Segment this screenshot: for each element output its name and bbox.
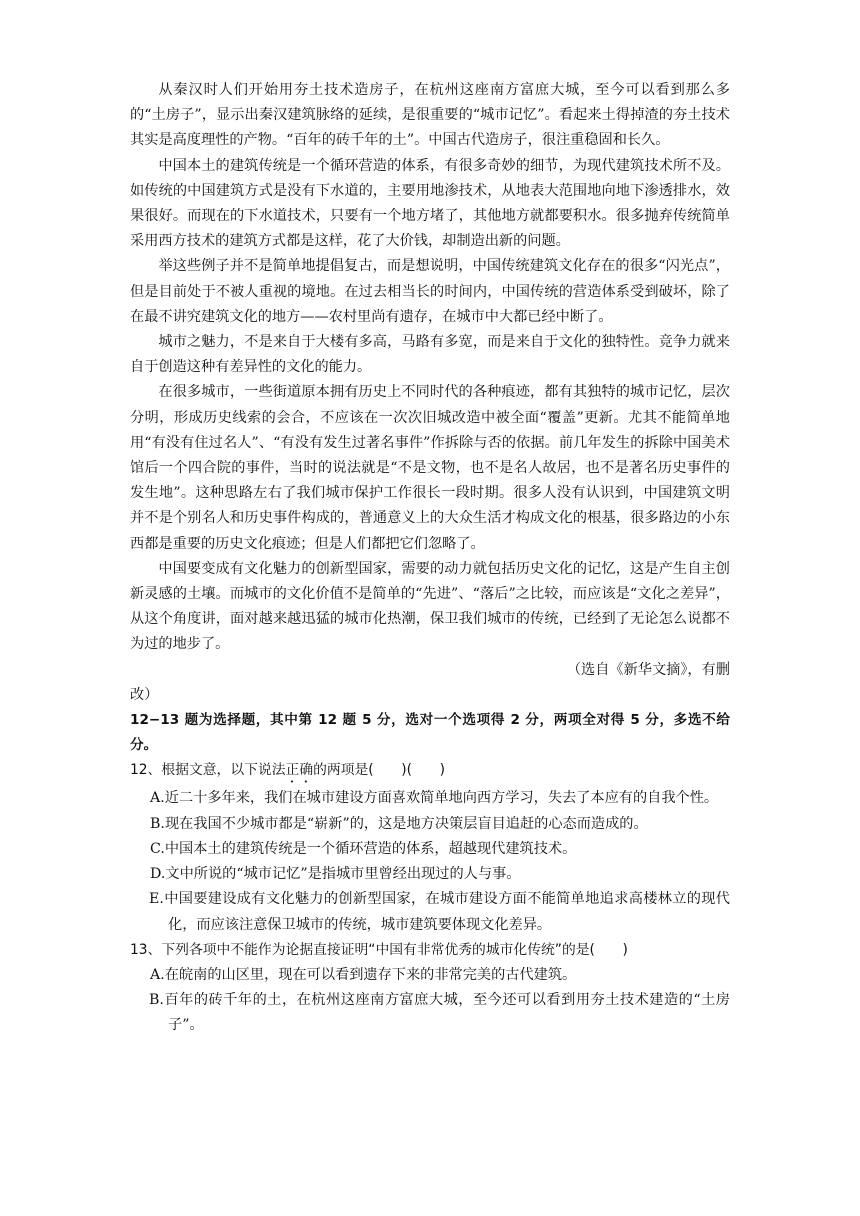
option-letter: B. [150, 815, 165, 832]
passage-paragraph-6: 中国要变成有文化魅力的创新型国家，需要的动力就包括历史文化的记忆，这是产生自主创新灵感的土壤。而城市的文化价值不是简单的“先进”、“落后”之比较，而应该是“文化之差异”，从这个角度讲，面对越来越迅猛的城市化热潮，保卫我们城市的传统，已经到了无论怎么说都不为过的地步了。 [130, 560, 730, 653]
option-letter: C. [150, 840, 165, 857]
option-text: 在皖南的山区里，现在可以看到遗存下来的非常完美的古代建筑。 [164, 966, 577, 983]
question-12-emphasis: 正确 [285, 762, 314, 779]
passage-paragraph-2: 中国本土的建筑传统是一个循环营造的体系，有很多奇妙的细节，为现代建筑技术所不及。如传统的中国建筑方式是没有下水道的，主要用地渗技术，从地表大范围地向地下渗透排水，效果很好。而现在的下水道技术，只要有一个地方堵了，其他地方就都要积水。很多抛弃传统简单采用西方技术的建筑方式都是这样，花了大价钱，却制造出新的问题。 [130, 157, 730, 250]
passage-source-tail: 改） [130, 686, 159, 703]
option-letter: E. [149, 891, 164, 908]
question-12-prefix: 12、根据文意，以下说法 [130, 762, 286, 779]
option-text: 中国本土的建筑传统是一个循环营造的体系，超越现代建筑技术。 [164, 840, 577, 857]
question-12-option-d [150, 862, 730, 887]
passage-paragraph-5: 在很多城市，一些街道原本拥有历史上不同时代的各种痕迹，都有其独特的城市记忆，层次分明，形成历史线索的会合，不应该在一次次旧城改造中被全面“覆盖”更新。尤其不能简单地用“有没有住过名人”、“有没有发生过著名事件”作拆除与否的依据。前几年发生的拆除中国美术馆后一个四合院的事件，当时的说法就是“不是文物，也不是名人故居，也不是著名历史事件的发生地”。这种思路左右了我们城市保护工作很长一段时期。很多人没有认识到，中国建筑文明并不是个别名人和历史事件构成的，普通意义上的大众生活才构成文化的根基，很多路边的小东西都是重要的历史文化痕迹；但是人们都把它们忽略了。 [130, 384, 730, 552]
question-instruction: 12−13 题为选择题，其中第 12 题 5 分，选对一个选项得 2 分，两项全对得 5 分，多选不给分。 [130, 712, 730, 754]
option-text: 中国要建设成有文化魅力的创新型国家，在城市建设方面不能简单地追求高楼林立的现代化，而应该注意保卫城市的传统，城市建筑要体现文化差异。 [163, 891, 730, 933]
option-text: 百年的砖千年的土，在杭州这座南方富庶大城，至今还可以看到用夯土技术建造的“土房子”。 [163, 992, 730, 1034]
question-13-option-b [130, 988, 730, 1038]
passage-source: （选自《新华文摘》，有删 [566, 661, 730, 678]
question-12-option-b [150, 812, 730, 837]
question-12-suffix: 的两项是( )( ) [313, 762, 446, 779]
option-letter: D. [150, 866, 166, 883]
option-letter: A. [150, 790, 165, 807]
passage-paragraph-4: 城市之魅力，不是来自于大楼有多高，马路有多宽，而是来自于文化的独特性。竞争力就来自于创造这种有差异性的文化的能力。 [130, 334, 730, 376]
question-12-option-a [150, 786, 730, 811]
option-letter: B. [149, 992, 164, 1009]
question-13-option-a [150, 963, 730, 988]
passage-paragraph-1: 从秦汉时人们开始用夯土技术造房子，在杭州这座南方富庶大城，至今可以看到那么多的“土房子”，显示出秦汉建筑脉络的延续，是很重要的“城市记忆”。看起来土得掉渣的夯土技术其实是高度理性的产物。“百年的砖千年的土”。中国古代造房子，很注重稳固和长久。 [130, 82, 730, 149]
option-text: 近二十多年来，我们在城市建设方面喜欢简单地向西方学习，失去了本应有的自我个性。 [164, 790, 719, 807]
question-13-stem: 13、下列各项中不能作为论据直接证明“中国有非常优秀的城市化传统”的是( ) [130, 941, 628, 958]
option-text: 文中所说的“城市记忆”是指城市里曾经出现过的人与事。 [165, 866, 521, 883]
document-content [130, 78, 730, 1039]
question-12-option-c [150, 837, 730, 862]
question-12-stem [130, 758, 730, 786]
option-text: 现在我国不少城市都是“崭新”的，这是地方决策层盲目追赶的心态而造成的。 [164, 815, 648, 832]
question-12-option-e [130, 887, 730, 937]
passage-paragraph-3: 举这些例子并不是简单地提倡复古，而是想说明，中国传统建筑文化存在的很多“闪光点”，但是目前处于不被人重视的境地。在过去相当长的时间内，中国传统的营造体系受到破坏，除了在最不讲究建筑文化的地方——农村里尚有遗存，在城市中大都已经中断了。 [130, 258, 730, 325]
option-letter: A. [150, 966, 165, 983]
